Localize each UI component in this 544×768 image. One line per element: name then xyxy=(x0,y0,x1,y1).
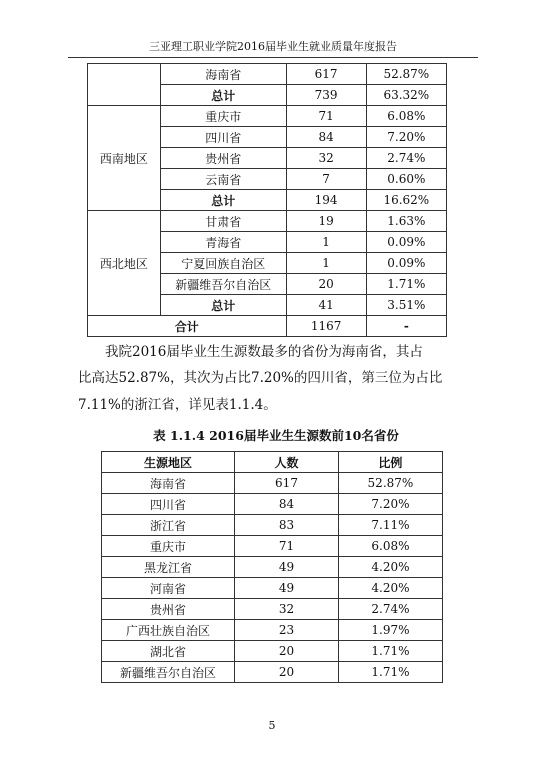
province-cell: 新疆维吾尔自治区 xyxy=(160,274,286,295)
count-cell: 84 xyxy=(286,127,366,148)
table-row xyxy=(88,211,447,232)
ratio-cell: 4.20% xyxy=(338,578,442,599)
ratio-cell: 16.62% xyxy=(366,190,446,211)
page-number: 5 xyxy=(268,719,276,732)
ratio-cell: 0.09% xyxy=(366,232,446,253)
province-cell: 广西壮族自治区 xyxy=(102,620,235,641)
province-cell: 云南省 xyxy=(160,169,286,190)
count-cell: 32 xyxy=(235,599,339,620)
province-cell: 海南省 xyxy=(160,64,286,85)
table-row xyxy=(102,578,443,599)
column-header: 生源地区 xyxy=(102,452,235,473)
ratio-cell: 4.20% xyxy=(338,557,442,578)
ratio-cell: 6.08% xyxy=(366,106,446,127)
count-cell: 20 xyxy=(235,641,339,662)
paragraph-line-3: 7.11%的浙江省，详见表1.1.4。 xyxy=(78,397,277,413)
count-cell: 49 xyxy=(235,557,339,578)
subtotal-label-cell: 总计 xyxy=(160,85,286,106)
table-row xyxy=(88,106,447,127)
count-cell: 71 xyxy=(235,536,339,557)
column-header: 比例 xyxy=(338,452,442,473)
count-cell: 7 xyxy=(286,169,366,190)
table-row xyxy=(102,515,443,536)
province-source-table-continued xyxy=(87,63,447,337)
column-header: 人数 xyxy=(235,452,339,473)
ratio-cell: 52.87% xyxy=(338,473,442,494)
table-row xyxy=(102,620,443,641)
table-row xyxy=(102,599,443,620)
province-cell: 新疆维吾尔自治区 xyxy=(102,662,235,683)
count-cell: 20 xyxy=(235,662,339,683)
ratio-cell: 3.51% xyxy=(366,295,446,316)
region-cell: 西南地区 xyxy=(88,106,161,211)
count-cell: 41 xyxy=(286,295,366,316)
ratio-cell: 52.87% xyxy=(366,64,446,85)
table-row xyxy=(102,536,443,557)
ratio-cell: 7.20% xyxy=(366,127,446,148)
table-row-grand-total xyxy=(88,316,447,337)
page-header: 三亚理工职业学院2016届毕业生就业质量年度报告 xyxy=(68,38,478,58)
province-cell: 重庆市 xyxy=(102,536,235,557)
table-row xyxy=(102,641,443,662)
ratio-cell: 63.32% xyxy=(366,85,446,106)
count-cell: 83 xyxy=(235,515,339,536)
paragraph-line-2: 比高达52.87%，其次为占比7.20%的四川省，第三位为占比 xyxy=(78,370,443,386)
count-cell: 739 xyxy=(286,85,366,106)
region-cell xyxy=(88,64,161,106)
table-header-row xyxy=(102,452,443,473)
ratio-cell: 7.20% xyxy=(338,494,442,515)
table-row xyxy=(88,64,447,85)
province-cell: 浙江省 xyxy=(102,515,235,536)
province-cell: 青海省 xyxy=(160,232,286,253)
ratio-cell: - xyxy=(366,316,446,337)
count-cell: 23 xyxy=(235,620,339,641)
table-row xyxy=(102,473,443,494)
province-cell: 湖北省 xyxy=(102,641,235,662)
province-cell: 贵州省 xyxy=(160,148,286,169)
count-cell: 49 xyxy=(235,578,339,599)
count-cell: 617 xyxy=(286,64,366,85)
province-cell: 甘肃省 xyxy=(160,211,286,232)
province-cell: 海南省 xyxy=(102,473,235,494)
province-cell: 黑龙江省 xyxy=(102,557,235,578)
ratio-cell: 1.63% xyxy=(366,211,446,232)
count-cell: 1167 xyxy=(286,316,366,337)
table-row xyxy=(102,494,443,515)
ratio-cell: 1.97% xyxy=(338,620,442,641)
ratio-cell: 1.71% xyxy=(366,274,446,295)
ratio-cell: 0.60% xyxy=(366,169,446,190)
province-cell: 四川省 xyxy=(160,127,286,148)
ratio-cell: 2.74% xyxy=(338,599,442,620)
ratio-cell: 0.09% xyxy=(366,253,446,274)
province-cell: 重庆市 xyxy=(160,106,286,127)
ratio-cell: 6.08% xyxy=(338,536,442,557)
count-cell: 1 xyxy=(286,232,366,253)
ratio-cell: 1.71% xyxy=(338,641,442,662)
ratio-cell: 2.74% xyxy=(366,148,446,169)
count-cell: 617 xyxy=(235,473,339,494)
table-caption: 表 1.1.4 2016届毕业生生源数前10名省份 xyxy=(153,428,399,443)
table-row xyxy=(102,557,443,578)
paragraph-line-1: 我院2016届毕业生生源数最多的省份为海南省，其占 xyxy=(105,344,423,360)
grand-total-label-cell: 合计 xyxy=(88,316,287,337)
count-cell: 19 xyxy=(286,211,366,232)
count-cell: 1 xyxy=(286,253,366,274)
count-cell: 71 xyxy=(286,106,366,127)
province-cell: 宁夏回族自治区 xyxy=(160,253,286,274)
ratio-cell: 1.71% xyxy=(338,662,442,683)
province-cell: 贵州省 xyxy=(102,599,235,620)
count-cell: 84 xyxy=(235,494,339,515)
ratio-cell: 7.11% xyxy=(338,515,442,536)
top10-provinces-table xyxy=(101,451,443,683)
subtotal-label-cell: 总计 xyxy=(160,295,286,316)
province-cell: 河南省 xyxy=(102,578,235,599)
count-cell: 32 xyxy=(286,148,366,169)
subtotal-label-cell: 总计 xyxy=(160,190,286,211)
region-cell: 西北地区 xyxy=(88,211,161,316)
count-cell: 194 xyxy=(286,190,366,211)
table-row xyxy=(102,662,443,683)
province-cell: 四川省 xyxy=(102,494,235,515)
count-cell: 20 xyxy=(286,274,366,295)
